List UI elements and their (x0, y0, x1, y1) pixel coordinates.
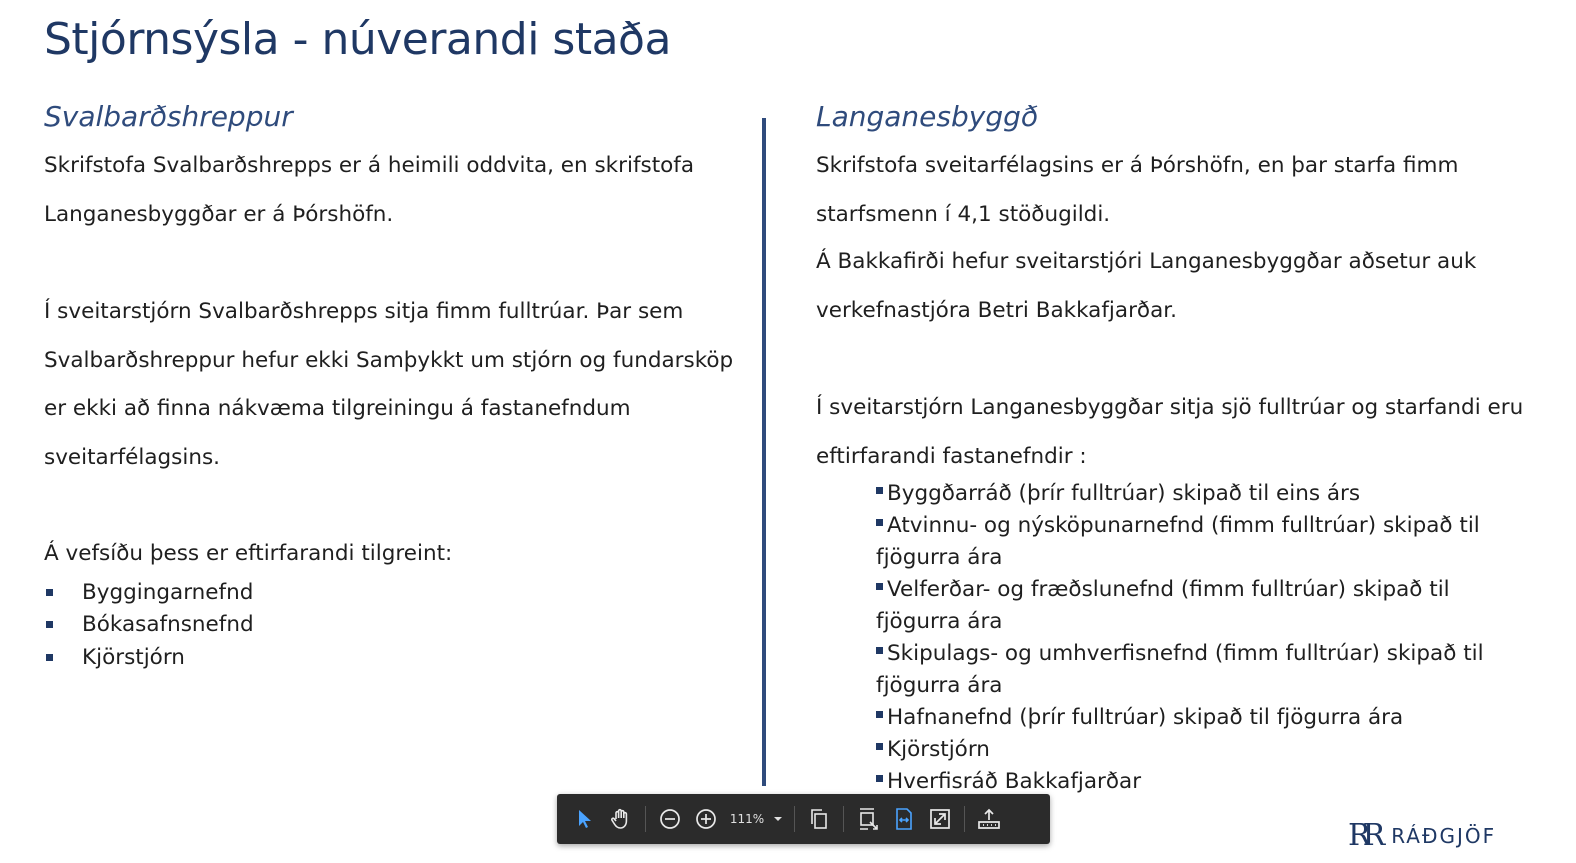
zoom-in-icon[interactable] (688, 801, 724, 837)
left-paragraph-1: Skrifstofa Svalbarðshrepps er á heimili oddvita, en skrifstofa Langanesbyggðar er á Þórshöfn. (44, 153, 695, 227)
viewer-toolbar (557, 794, 1050, 844)
download-icon[interactable] (971, 801, 1007, 837)
list-item: Hverfisráð Bakkafjarðar (876, 766, 1526, 798)
slide-title: Stjórnsýsla - núverandi staða (44, 14, 671, 65)
fullscreen-icon[interactable] (922, 801, 958, 837)
fit-page-icon[interactable] (850, 801, 886, 837)
zoom-level-dropdown[interactable] (724, 812, 788, 826)
list-item: Skipulags- og umhverfisnefnd (fimm fulltrúar) skipað til fjögurra ára (876, 641, 1484, 698)
zoom-level-value: 111% (729, 812, 765, 826)
toolbar-separator (964, 806, 965, 832)
left-column-heading: Svalbarðshreppur (44, 100, 293, 133)
list-item: Bókasafnsnefnd (44, 609, 254, 642)
list-item: Kjörstjórn (44, 641, 254, 674)
square-bullet-icon (46, 621, 53, 628)
select-arrow-icon[interactable] (567, 801, 603, 837)
logo-text: RÁÐGJÖF (1391, 823, 1497, 848)
square-bullet-icon (876, 487, 883, 494)
square-bullet-icon (46, 589, 53, 596)
toolbar-separator (645, 806, 646, 832)
left-committee-list (44, 576, 254, 674)
copy-pages-icon[interactable] (801, 801, 837, 837)
list-item: Velferðar- og fræðslunefnd (fimm fulltrúar) skipað til fjögurra ára (876, 577, 1450, 634)
toolbar-separator (843, 806, 844, 832)
column-divider (762, 118, 766, 786)
hand-pan-icon[interactable] (603, 801, 639, 837)
left-paragraph-2: Í sveitarstjórn Svalbarðshrepps sitja fimm fulltrúar. Þar sem Svalbarðshreppur hefur ekki Samþykkt um stjórn og fundarsköp er ekki að finna nákvæma tilgreiningu á fastanefndum sveitarfélagsins. (44, 299, 734, 470)
list-item: Kjörstjórn (876, 734, 1526, 766)
right-paragraph-3: Í sveitarstjórn Langanesbyggðar sitja sjö fulltrúar og starfandi eru eftirfarandi fastanefndir : (816, 395, 1524, 469)
logo-mark: RR (1348, 818, 1378, 853)
list-item: Hafnanefnd (þrír fulltrúar) skipað til fjögurra ára (876, 702, 1526, 734)
left-paragraph-3: Á vefsíðu þess er eftirfarandi tilgreint: (44, 541, 453, 566)
square-bullet-icon (876, 583, 883, 590)
list-item: Byggingarnefnd (44, 576, 254, 609)
fit-width-icon[interactable] (886, 801, 922, 837)
square-bullet-icon (876, 647, 883, 654)
right-column-heading: Langanesbyggð (816, 100, 1039, 133)
right-paragraph-2: Á Bakkafirði hefur sveitarstjóri Langanesbyggðar aðsetur auk verkefnastjóra Betri Bakkafjarðar. (816, 249, 1477, 323)
radgjof-logo (1348, 818, 1496, 853)
list-item: Byggðarráð (þrír fulltrúar) skipað til eins árs (876, 478, 1526, 510)
square-bullet-icon (876, 743, 883, 750)
right-committee-list (876, 478, 1526, 798)
toolbar-separator (794, 806, 795, 832)
zoom-out-icon[interactable] (652, 801, 688, 837)
chevron-down-icon (774, 816, 782, 822)
square-bullet-icon (876, 775, 883, 782)
square-bullet-icon (876, 519, 883, 526)
square-bullet-icon (46, 654, 53, 661)
square-bullet-icon (876, 711, 883, 718)
list-item: Atvinnu- og nýsköpunarnefnd (fimm fulltrúar) skipað til fjögurra ára (876, 513, 1480, 570)
right-paragraph-1: Skrifstofa sveitarfélagsins er á Þórshöfn, en þar starfa fimm starfsmenn í 4,1 stöðugildi. (816, 153, 1459, 227)
